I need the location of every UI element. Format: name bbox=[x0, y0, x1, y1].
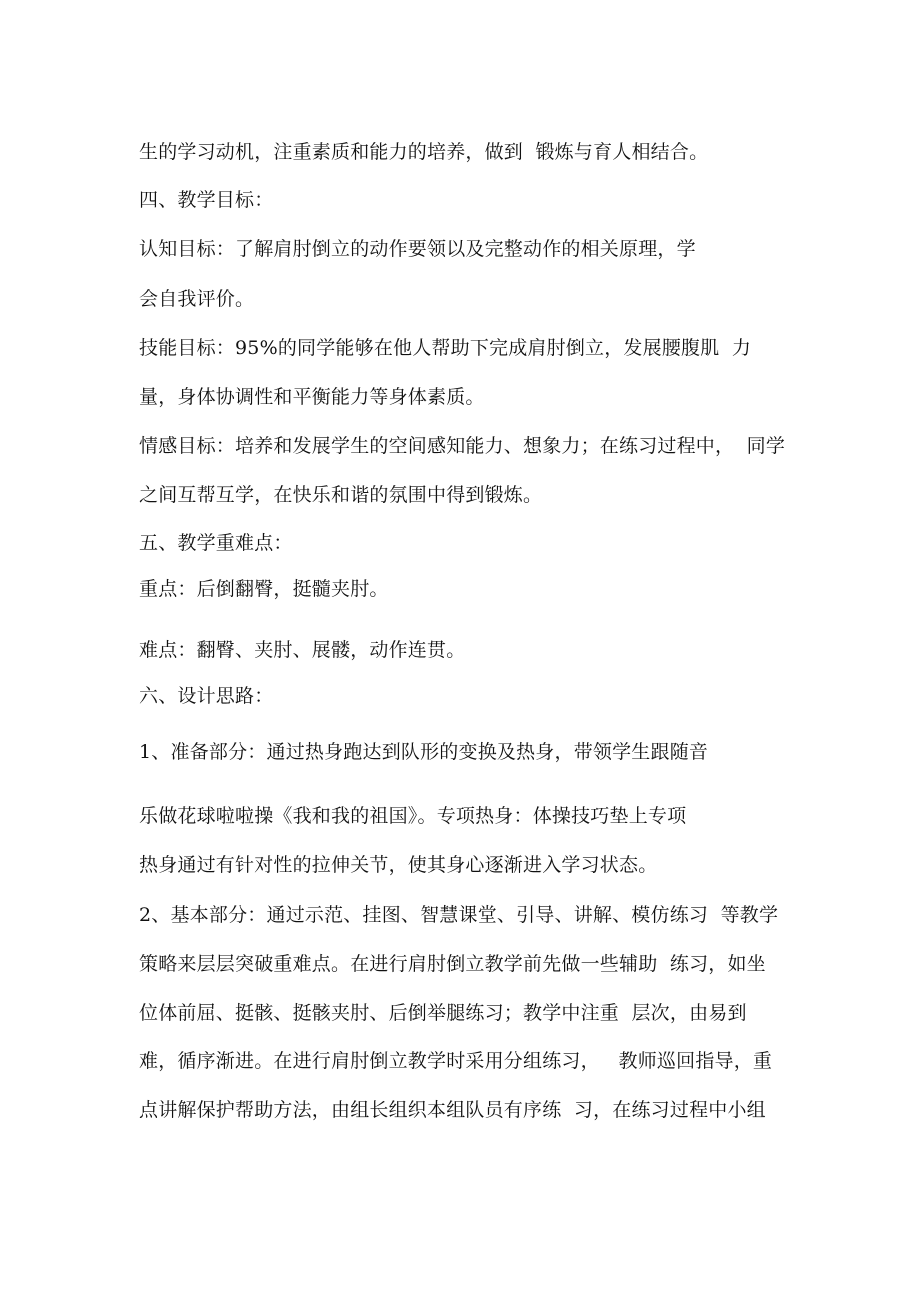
text-line: 1、准备部分：通过热身跑达到队形的变换及热身，带领学生跟随音 bbox=[139, 741, 709, 763]
text-line: 位体前屈、挺骸、挺骸夹肘、后倒举腿练习；教学中注重 层次，由易到 bbox=[139, 1002, 747, 1024]
text-line: 难，循序渐进。在进行肩肘倒立教学时采用分组练习， 教师巡回指导，重 bbox=[139, 1050, 773, 1072]
text-line: 量，身体协调性和平衡能力等身体素质。 bbox=[139, 386, 485, 408]
text-line: 技能目标：95%的同学能够在他人帮助下完成肩肘倒立，发展腰腹肌 力 bbox=[139, 337, 752, 359]
section-heading: 六、设计思路： bbox=[139, 685, 274, 707]
text-line: 2、基本部分：通过示范、挂图、智慧课堂、引导、讲解、模仿练习 等教学 bbox=[139, 904, 779, 926]
text-line: 会自我评价。 bbox=[139, 288, 255, 310]
section-heading: 四、教学目标： bbox=[139, 189, 274, 211]
text-line: 生的学习动机，注重素质和能力的培养，做到 锻炼与育人相结合。 bbox=[139, 141, 709, 163]
section-heading: 五、教学重难点： bbox=[139, 532, 293, 554]
text-line: 难点：翻臀、夹肘、展髅，动作连贯。 bbox=[139, 639, 466, 661]
text-line: 情感目标：培养和发展学生的空间感知能力、想象力；在练习过程中， 同学 bbox=[139, 435, 786, 457]
text-line: 热身通过有针对性的拉伸关节，使其身心逐渐进入学习状态。 bbox=[139, 854, 658, 876]
text-line: 乐做花球啦啦操《我和我的祖国》。专项热身：体操技巧垫上专项 bbox=[139, 805, 687, 827]
text-line: 策略来层层突破重难点。在进行肩肘倒立教学前先做一些辅助 练习，如坐 bbox=[139, 953, 766, 975]
text-line: 之间互帮互学，在快乐和谐的氛围中得到锻炼。 bbox=[139, 484, 543, 506]
text-line: 认知目标：了解肩肘倒立的动作要领以及完整动作的相关原理，学 bbox=[139, 238, 696, 260]
text-line: 点讲解保护帮助方法，由组长组织本组队员有序练 习，在练习过程中小组 bbox=[139, 1099, 766, 1121]
text-line: 重点：后倒翻臀，挺髓夹肘。 bbox=[139, 578, 389, 600]
